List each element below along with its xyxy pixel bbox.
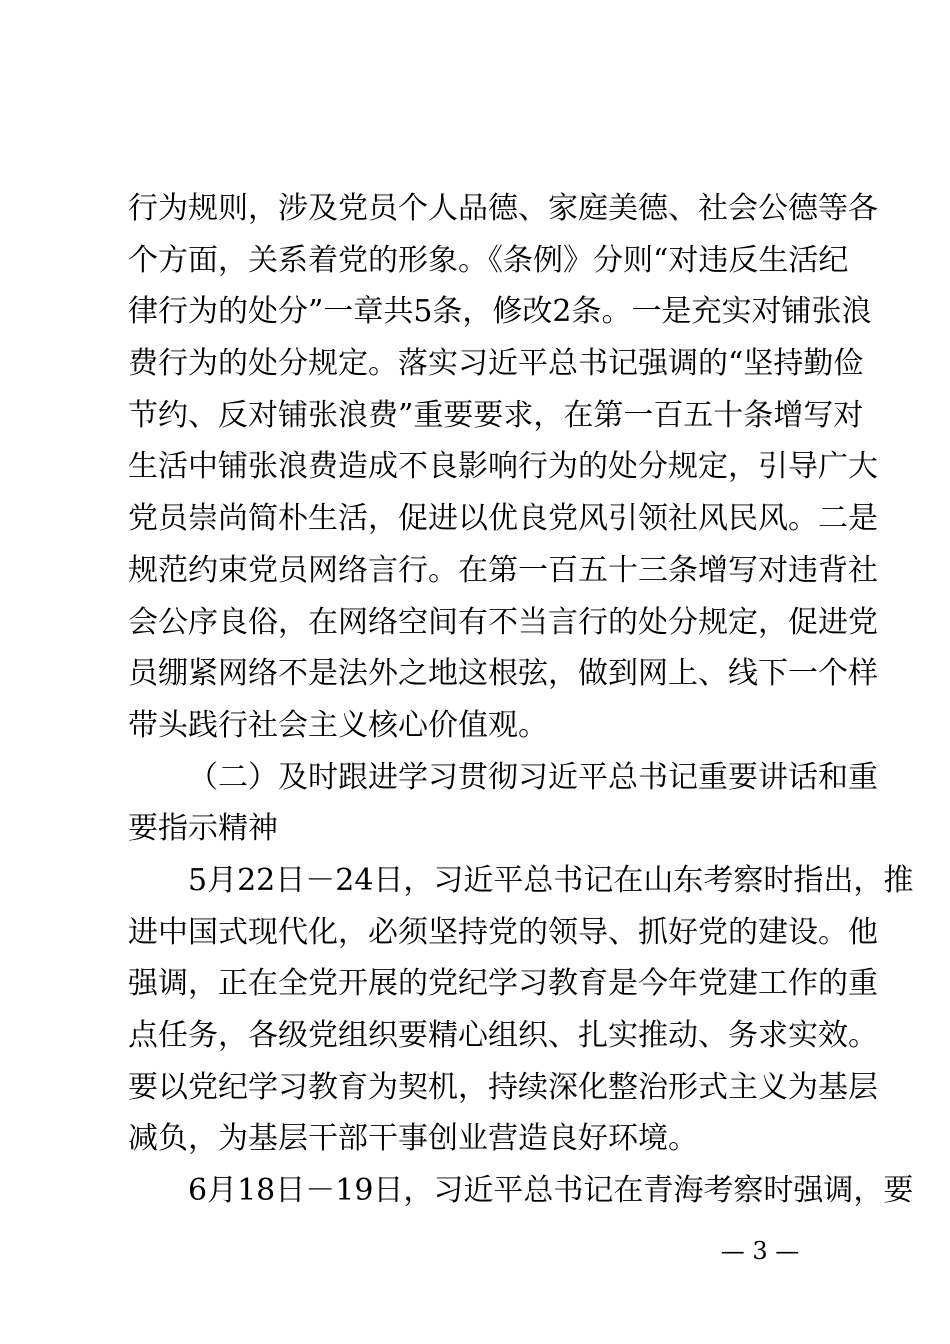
text-line: 进中国式现代化，必须坚持党的领导、抓好党的建设。他 <box>128 914 878 950</box>
text-line: 个方面，关系着党的形象。《条例》分则“对违反生活纪 <box>128 242 849 278</box>
body-text <box>128 183 914 1217</box>
text-line: 生活中铺张浪费造成不良影响行为的处分规定，引导广大 <box>128 449 878 485</box>
text-line: 带头践行社会主义核心价值观。 <box>128 707 548 743</box>
section-heading-line: 要指示精神 <box>128 811 278 847</box>
text-line: 强调，正在全党开展的党纪学习教育是今年党建工作的重 <box>128 966 878 1002</box>
text-line: 员绷紧网络不是法外之地这根弦，做到网上、线下一个样 <box>128 656 878 692</box>
text-line: 会公序良俗，在网络空间有不当言行的处分规定，促进党 <box>128 604 878 640</box>
text-line: 党员崇尚简朴生活，促进以优良党风引领社风民风。二是 <box>128 501 878 537</box>
text-line: 减负，为基层干部干事创业营造良好环境。 <box>128 1121 698 1157</box>
text-line: 5月22日－24日，习近平总书记在山东考察时指出，推 <box>188 862 914 898</box>
text-line: 6月18日－19日，习近平总书记在青海考察时强调，要 <box>188 1173 914 1209</box>
text-line: 行为规则，涉及党员个人品德、家庭美德、社会公德等各 <box>128 191 878 226</box>
section-heading-line: （二）及时跟进学习贯彻习近平总书记重要讲话和重 <box>188 759 878 795</box>
text-line: 节约、反对铺张浪费”重要要求，在第一百五十条增写对 <box>128 397 864 433</box>
text-line: 规范约束党员网络言行。在第一百五十三条增写对违背社 <box>128 552 878 588</box>
text-line: 费行为的处分规定。落实习近平总书记强调的“坚持勤俭 <box>128 346 864 382</box>
text-line: 点任务，各级党组织要精心组织、扎实推动、务求实效。 <box>128 1018 878 1053</box>
text-line: 律行为的处分”一章共5条，修改2条。一是充实对铺张浪 <box>128 294 872 330</box>
text-line: 要以党纪学习教育为契机，持续深化整治形式主义为基层 <box>128 1069 878 1105</box>
page-number: — 3 — <box>720 1237 800 1265</box>
